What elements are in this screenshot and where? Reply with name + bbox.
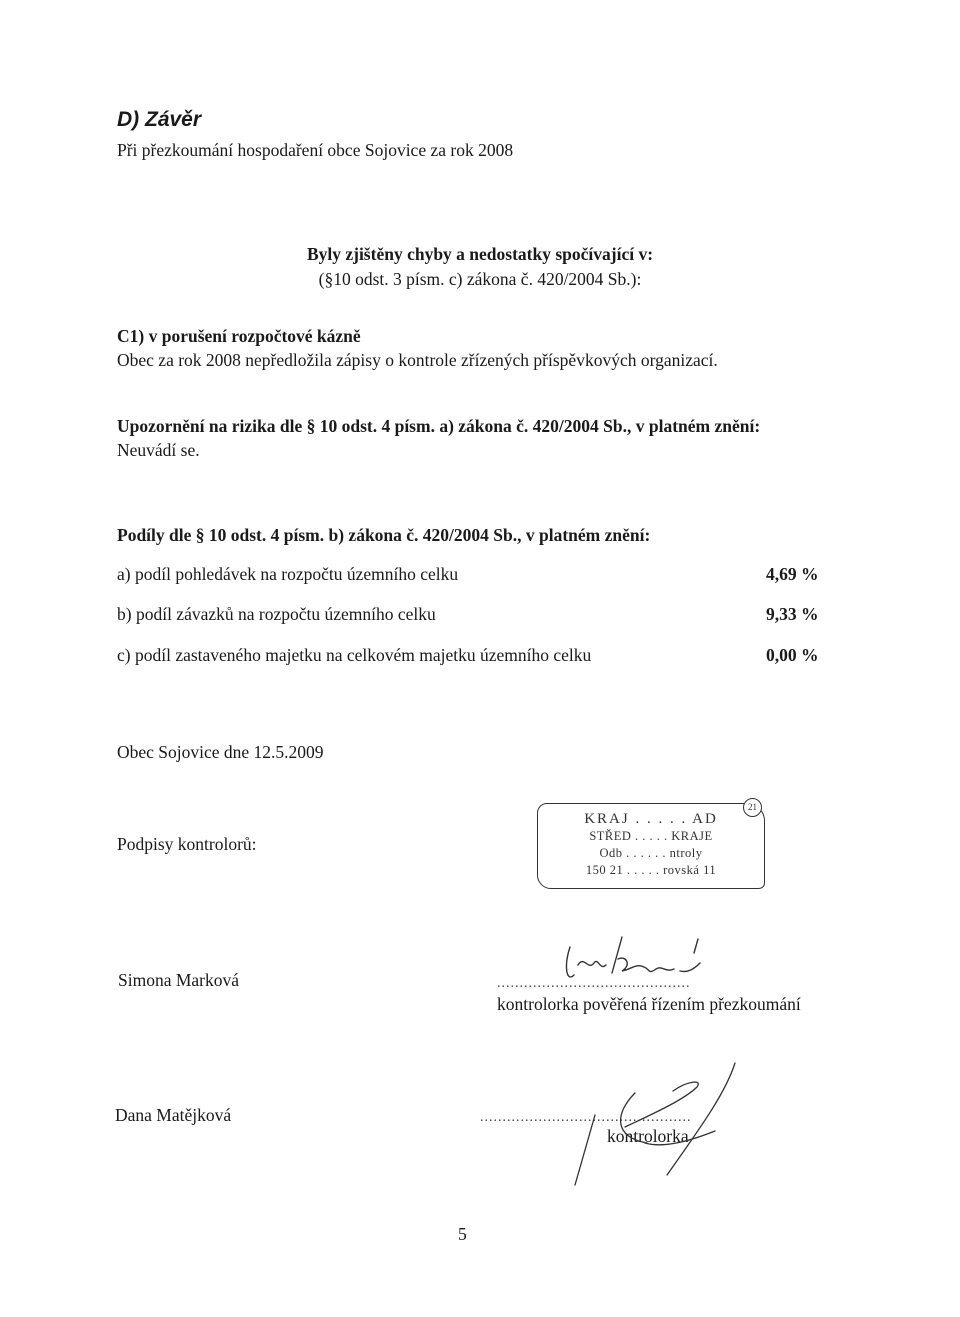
risks-title: Upozornění na rizika dle § 10 odst. 4 písm. a) zákona č. 420/2004 Sb., v platném znění: (117, 416, 761, 436)
stamp-line-2: STŘED . . . . . KRAJE (589, 829, 713, 843)
findings-line-2: (§10 odst. 3 písm. c) zákona č. 420/2004 Sb.): (318, 269, 642, 289)
signature-2 (555, 1055, 755, 1185)
signatory-1-name: Simona Marková (118, 970, 240, 990)
stamp-line-1: KRAJ . . . . . AD (584, 811, 718, 827)
share-label-b: b) podíl závazků na rozpočtu územního celku (117, 604, 436, 624)
stamp-number: 21 (743, 798, 762, 817)
stamp-line-4: 150 21 . . . . . rovská 11 (585, 863, 717, 877)
c1-text: Obec za rok 2008 nepředložila zápisy o kontrole zřízených příspěvkových organizací. (117, 350, 718, 370)
place-date: Obec Sojovice dne 12.5.2009 (117, 742, 324, 762)
signature-1 (560, 935, 710, 995)
section-heading: D) Závěr (117, 108, 202, 131)
findings-line-1: Byly zjištěny chyby a nedostatky spočívající v: (306, 244, 654, 264)
signatory-2-role: kontrolorka (607, 1126, 689, 1146)
signatory-1-dots: ........................................... (497, 976, 691, 991)
page-number: 5 (458, 1224, 467, 1244)
signatory-2-dots: ............................................... (480, 1110, 692, 1125)
signatures-label: Podpisy kontrolorů: (117, 834, 257, 854)
share-value-a: 4,69 % (766, 564, 819, 584)
stamp-line-3: Odb . . . . . . ntroly (599, 846, 703, 860)
risks-text: Neuvádí se. (117, 440, 200, 460)
signatory-2-name: Dana Matějková (115, 1105, 232, 1125)
share-label-a: a) podíl pohledávek na rozpočtu územního celku (117, 564, 459, 584)
share-value-c: 0,00 % (766, 645, 819, 665)
c1-title: C1) v porušení rozpočtové kázně (117, 326, 361, 346)
office-stamp (537, 803, 765, 889)
shares-title: Podíly dle § 10 odst. 4 písm. b) zákona č. 420/2004 Sb., v platném znění: (117, 525, 651, 545)
signatory-1-role: kontrolorka pověřená řízením přezkoumání (497, 994, 801, 1014)
intro-text: Při přezkoumání hospodaření obce Sojovice za rok 2008 (117, 140, 514, 160)
share-label-c: c) podíl zastaveného majetku na celkovém majetku územního celku (117, 645, 592, 665)
share-value-b: 9,33 % (766, 604, 819, 624)
